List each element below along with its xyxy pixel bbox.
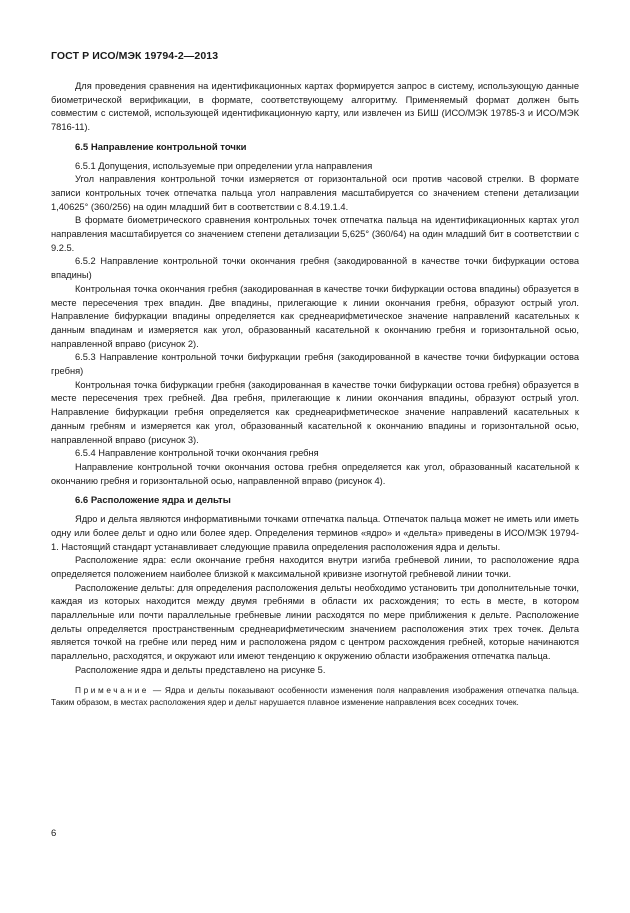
subsection-6-5-3-paragraph: Контрольная точка бифуркации гребня (закодированная в качестве точки бифуркации остова гребня) образуется в месте пересечения трех гребней. Два гребня, прилегающие к линии окончания впадины, образуют острый угол. Направление бифуркации гребня определяется как среднеарифметическое значение направлений касательных к данным гребням и измеряется как угол, образованный касательной к окончанию впадины и горизонтальной осью, направленной вправо (рисунок 3). [51,379,579,445]
intro-paragraph: Для проведения сравнения на идентификационных картах формируется запрос в систему, использующую данные биометрической верификации, в формате, соответствующему алгоритму. Применяемый формат должен быть совместим с системой, использующей идентификационную карту, или извлечен из БИШ (ИСО/МЭК 19785-3 и ИСО/МЭК 7816-11). [51,81,579,133]
section-6-6-paragraph-1: Ядро и дельта являются информативными точками отпечатка пальца. Отпечаток пальца может не иметь или иметь одну или более дельт и одно или более ядер. Определения терминов «ядро» и «дельта» приведены в ИСО/МЭК 19794-1. Настоящий стандарт устанавливает следующие правила определения расположения ядра и дельты. [51,514,579,552]
note-text: — Ядра и дельты показывают особенности изменения поля направления изображения отпечатка пальца. Таким образом, в местах расположения ядер и дельт нарушается плавное изменение направления всех соседних точек. [51,684,579,707]
note-paragraph [51,684,579,709]
subsection-6-5-2-paragraph: Контрольная точка окончания гребня (закодированная в качестве точки бифуркации остова впадины) образуется в месте пересечения трех впадин. Две впадины, прилегающие к линии окончания гребня, образуют острый угол. Направление бифуркации впадины определяется как среднеарифметическое значение направлений касательных к данным впадинам и измеряется как угол, образованный касательной к окончанию гребня и горизонтальной осью, направленной вправо (рисунок 2). [51,283,579,349]
subsection-6-5-1-paragraph-2: В формате биометрического сравнения контрольных точек отпечатка пальца на идентификационных картах угол направления масштабируется со значением степени детализации 5,625° (360/64) на один младший бит в соответствии с 9.2.5. [51,215,579,253]
page-number: 6 [51,828,57,839]
section-6-6-paragraph-3: Расположение дельты: для определения расположения дельты необходимо установить три дополнительные точки, каждая из которых находится между двумя гребнями в области их расхождения; то есть в месте, в котором параллельные или почти параллельные гребневые линии расходятся по мере приближения к дельте. Расположение дельты определяется пространственным среднеарифметическим значением расположения этих трех точек. Дельта является точкой на гребне или перед ним и расположена рядом с центром расхождения гребней, которые начинаются параллельно, расходятся, и окружают или имеют тенденцию к окружению области изображения отпечатка пальца. [51,582,579,662]
subsection-6-5-1-paragraph-1: Угол направления контрольной точки измеряется от горизонтальной оси против часовой стрелки. В формате записи контрольных точек отпечатка пальца угол направления масштабируется со значением степени детализации 1,40625° (360/256) на один младший бит в соответствии с 8.4.19.1.4. [51,174,579,212]
subsection-6-5-2-title: 6.5.2 Направление контрольной точки окончания гребня (закодированной в качестве точки бифуркации остова впадины) [51,256,579,281]
section-6-6-paragraph-2: Расположение ядра: если окончание гребня находится внутри изгиба гребневой линии, то расположение ядра определяется положением наиболее близкой к максимальной кривизне изогнутой гребневой линии точки. [51,555,579,579]
section-6-5-title: 6.5 Направление контрольной точки [75,141,247,153]
subsection-6-5-4-paragraph: Направление контрольной точки окончания остова гребня определяется как угол, образованный касательной к окончанию гребня и горизонтальной осью, направленной вправо (рисунок 4). [51,461,579,486]
section-6-6-title: 6.6 Расположение ядра и дельты [75,495,231,507]
subsection-6-5-1-title: 6.5.1 Допущения, используемые при определении угла направления [75,160,373,171]
subsection-6-5-4-title: 6.5.4 Направление контрольной точки окончания гребня [75,448,319,459]
section-6-6-paragraph-4: Расположение ядра и дельты представлено на рисунке 5. [75,664,326,675]
page-header: ГОСТ Р ИСО/МЭК 19794-2—2013 [51,50,219,62]
document-body [51,80,579,708]
note-label: Примечание [75,684,150,695]
subsection-6-5-3-title: 6.5.3 Направление контрольной точки бифуркации гребня (закодированной в качестве точки бифуркации остова гребня) [51,352,579,377]
